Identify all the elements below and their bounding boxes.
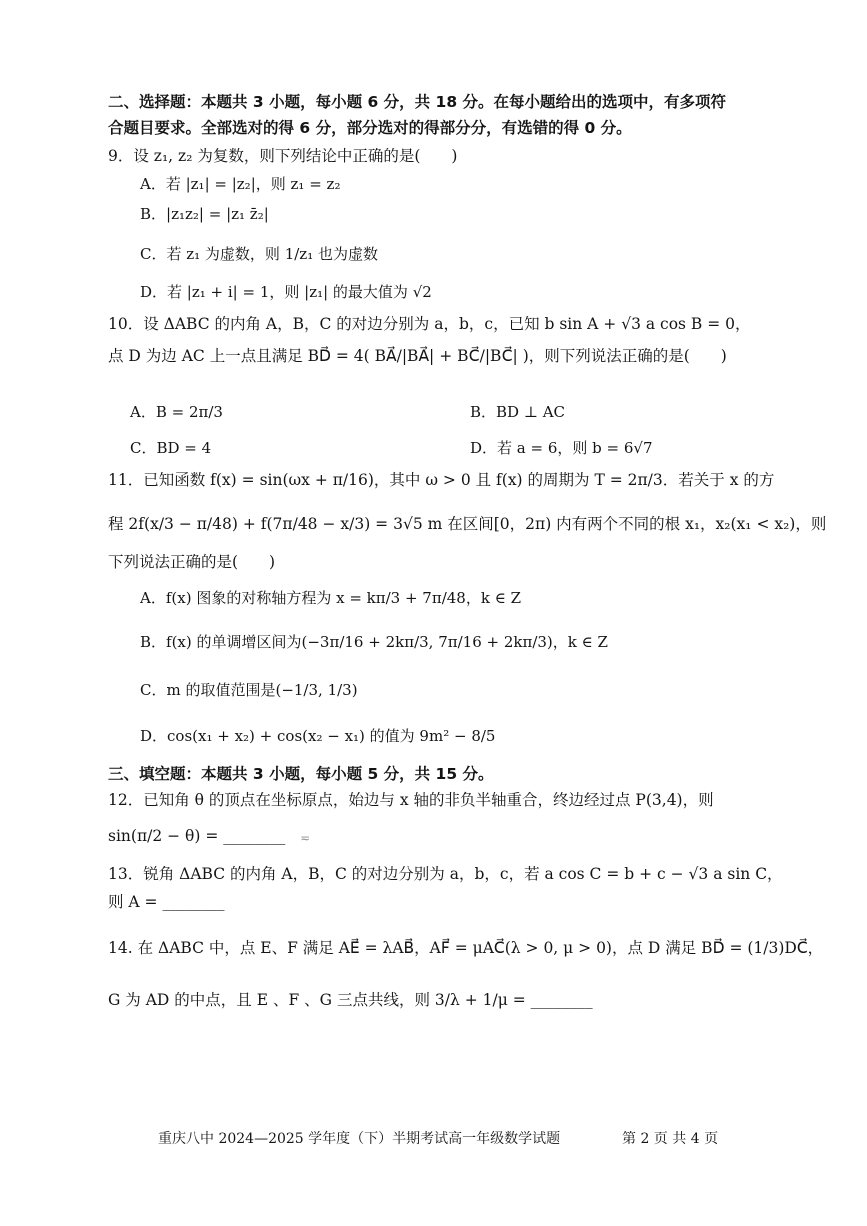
section3-heading: 三、填空题：本题共 3 小题，每小题 5 分，共 15 分。 [108,765,494,783]
footer-exam-title: 重庆八中 2024—2025 学年度（下）半期考试高一年级数学试题 [158,1131,561,1147]
q12-line2: sin(π/2 − θ) = ________ [108,827,286,845]
q9-stem: 9．设 z₁, z₂ 为复数，则下列结论中正确的是( ) [108,147,458,165]
section2-heading-line2: 合题目要求。全部选对的得 6 分，部分选对的得部分分，有选错的得 0 分。 [108,119,632,137]
q9-option-d: D．若 |z₁ + i| = 1，则 |z₁| 的最大值为 √2 [140,283,432,301]
q14-line2: G 为 AD 的中点，且 E 、F 、G 三点共线，则 3/λ + 1/μ = ________ [108,991,593,1009]
q10-option-b: B．BD ⊥ AC [470,403,566,421]
q11-option-a: A．f(x) 图象的对称轴方程为 x = kπ/3 + 7π/48，k ∈ Z [140,589,521,607]
q9-option-b: B．|z₁z₂| = |z₁ z̄₂| [140,205,269,223]
q13-line1: 13．锐角 ΔABC 的内角 A，B，C 的对边分别为 a，b，c，若 a cos C = b + c − √3 a sin C， [108,865,783,883]
q14-line1: 14. 在 ΔABC 中，点 E、F 满足 AE⃗ = λAB⃗，AF⃗ = μAC⃗(λ > 0, μ > 0)，点 D 满足 BD⃗ = (1/3)DC⃗， [108,939,824,957]
q9-option-a: A．若 |z₁| = |z₂|，则 z₁ = z₂ [140,175,341,193]
q11-option-d: D．cos(x₁ + x₂) + cos(x₂ − x₁) 的值为 9m² − 8/5 [140,727,496,745]
q10-line1: 10．设 ΔABC 的内角 A，B，C 的对边分别为 a，b，c，已知 b sin A + √3 a cos B = 0， [108,315,751,333]
q10-option-a: A．B = 2π/3 [130,403,223,421]
q9-option-c: C．若 z₁ 为虚数，则 1/z₁ 也为虚数 [140,245,378,263]
q12-line1: 12．已知角 θ 的顶点在坐标原点，始边与 x 轴的非负半轴重合，终边经过点 P(3,4)，则 [108,791,714,809]
q11-line3: 下列说法正确的是( ) [108,553,276,571]
q10-option-c: C．BD = 4 [130,439,212,457]
footer-page-number: 第 2 页 共 4 页 [622,1131,719,1147]
q10-line2: 点 D 为边 AC 上一点且满足 BD⃗ = 4( BA⃗/|BA⃗| + BC⃗/|BC⃗| )，则下列说法正确的是( ) [108,347,727,365]
q10-option-d: D．若 a = 6，则 b = 6√7 [470,439,653,457]
q11-option-b: B．f(x) 的单调增区间为(−3π/16 + 2kπ/3, 7π/16 + 2kπ/3)，k ∈ Z [140,633,608,651]
q12-stray-mark: ≂ [300,831,311,845]
q11-line1: 11．已知函数 f(x) = sin(ωx + π/16)，其中 ω > 0 且 f(x) 的周期为 T = 2π/3．若关于 x 的方 [108,471,775,489]
q11-option-c: C．m 的取值范围是(−1/3, 1/3) [140,681,358,699]
q11-line2: 程 2f(x/3 − π/48) + f(7π/48 − x/3) = 3√5 m 在区间[0，2π) 内有两个不同的根 x₁，x₂(x₁ < x₂)，则 [108,515,827,533]
q13-line2: 则 A = ________ [108,893,225,911]
section2-heading-line1: 二、选择题：本题共 3 小题，每小题 6 分，共 18 分。在每小题给出的选项中，有多项符 [108,93,727,111]
